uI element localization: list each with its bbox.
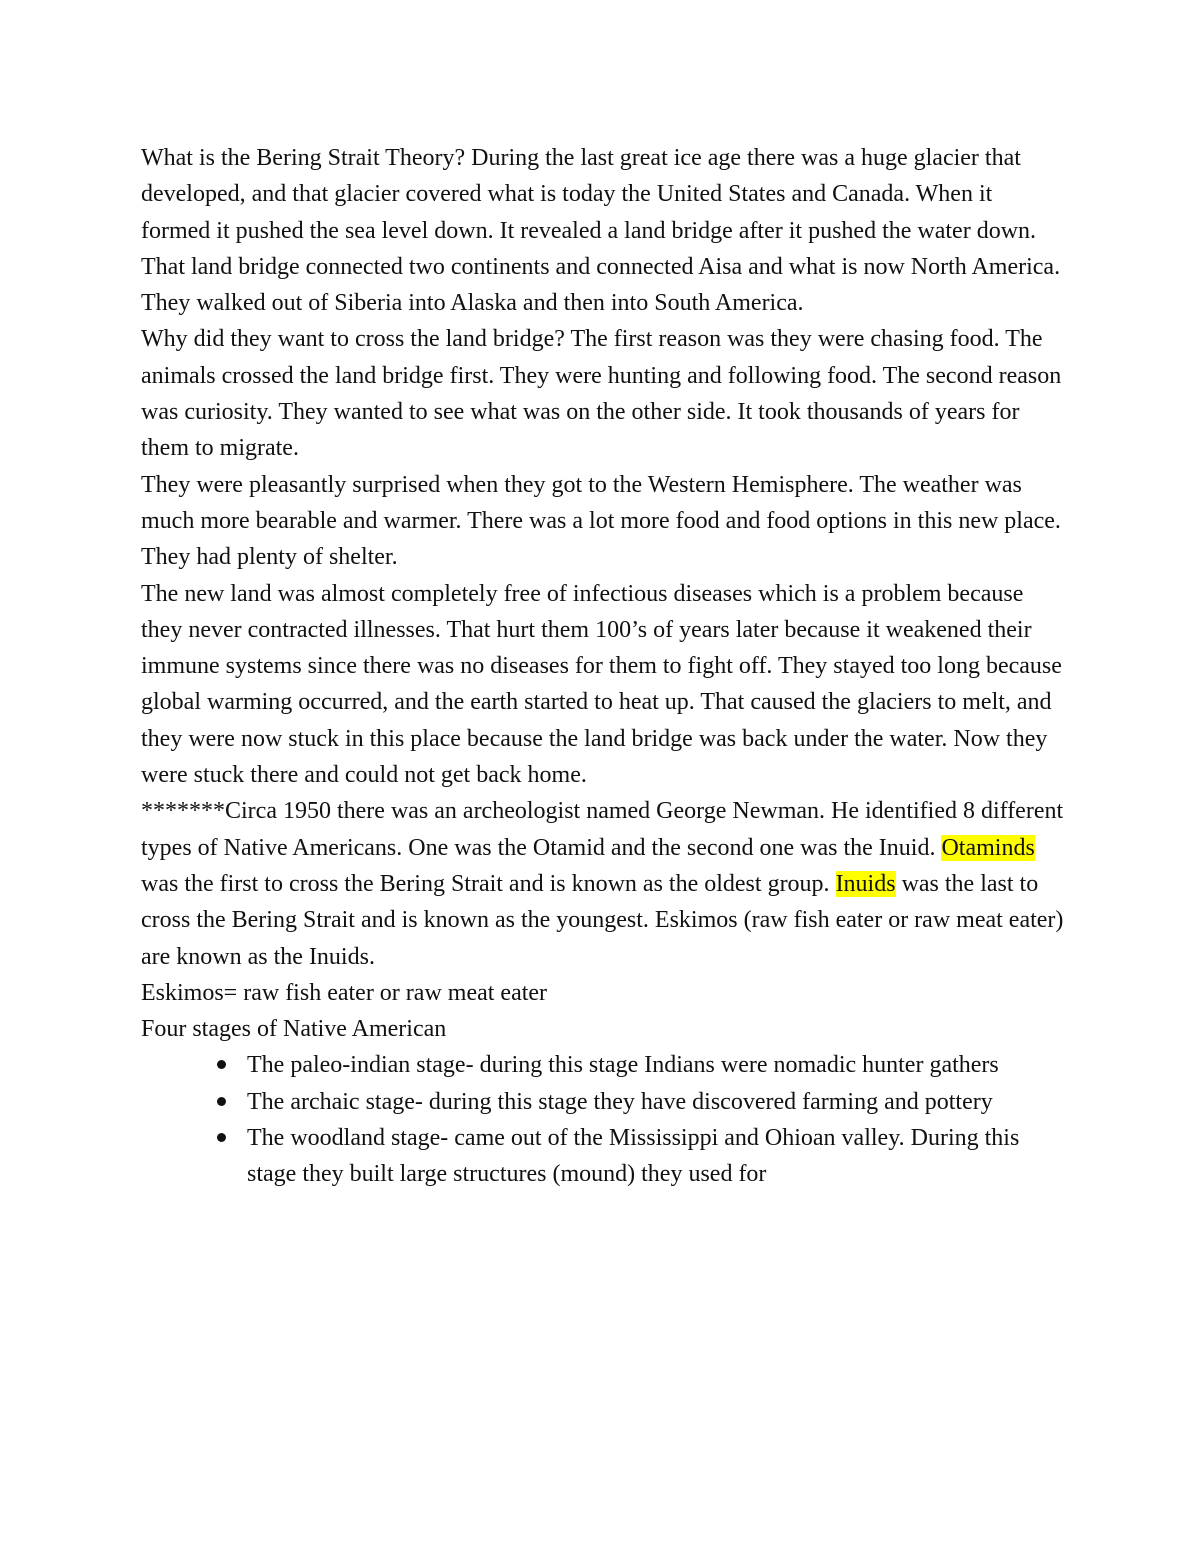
newman-text-part3: was the last to cross the Bering Strait and is known as the youngest. Eskimos (raw fish eater or raw meat eater) are known as the Inuids. xyxy=(141,870,1064,970)
infectious-diseases-paragraph: The new land was almost completely free of infectious diseases which is a problem because they never contracted illnesses. That hurt them 100’s of years later because it weakened their immune systems since there was no diseases for them to fight off. They stayed too long because global warming occurred, and the earth started to heat up. That caused the glaciers to melt, and they were now stuck in this place because the land bridge was back under the water. Now they were stuck there and could not get back home. xyxy=(141,580,1062,789)
stage-text: The archaic stage- during this stage they have discovered farming and pottery xyxy=(247,1088,993,1115)
stage-text: The woodland stage- came out of the Mississippi and Ohioan valley. During this stage they built large structures (mound) they used for xyxy=(247,1125,1020,1188)
bullet-icon xyxy=(217,1060,226,1069)
western-hemisphere-paragraph: They were pleasantly surprised when they got to the Western Hemisphere. The weather was much more bearable and warmer. There was a lot more food and food options in this new place. They had plenty of shelter. xyxy=(141,471,1061,571)
document-body xyxy=(141,140,1066,1193)
george-newman-paragraph xyxy=(141,793,1066,974)
land-bridge-reasons-paragraph: Why did they want to cross the land bridge? The first reason was they were chasing food. The animals crossed the land bridge first. They were hunting and following food. The second reason was curiosity. They wanted to see what was on the other side. It took thousands of years for them to migrate. xyxy=(141,326,1062,462)
eskimos-definition: Eskimos= raw fish eater or raw meat eater xyxy=(141,979,548,1006)
bering-strait-theory-paragraph: What is the Bering Strait Theory? During the last great ice age there was a huge glacier that developed, and that glacier covered what is today the United States and Canada. When it formed it pushed the sea level down. It revealed a land bridge after it pushed the water down. That land bridge connected two continents and connected Aisa and what is now North America. They walked out of Siberia into Alaska and then into South America. xyxy=(141,145,1061,317)
stages-list xyxy=(141,1047,1066,1192)
list-item xyxy=(141,1084,1066,1120)
highlighted-inuids: Inuids xyxy=(835,870,896,897)
list-item xyxy=(141,1047,1066,1083)
newman-text-part2: was the first to cross the Bering Strait and is known as the oldest group. xyxy=(141,870,836,897)
stages-heading: Four stages of Native American xyxy=(141,1016,447,1043)
bullet-icon xyxy=(217,1097,226,1106)
list-item xyxy=(141,1120,1066,1193)
newman-text-part1: *******Circa 1950 there was an archeologist named George Newman. He identified 8 different types of Native Americans. One was the Otamid and the second one was the Inuid. xyxy=(141,798,1064,861)
bullet-icon xyxy=(217,1133,226,1142)
stage-text: The paleo-indian stage- during this stage Indians were nomadic hunter gathers xyxy=(247,1052,999,1079)
highlighted-otaminds: Otaminds xyxy=(941,834,1035,861)
